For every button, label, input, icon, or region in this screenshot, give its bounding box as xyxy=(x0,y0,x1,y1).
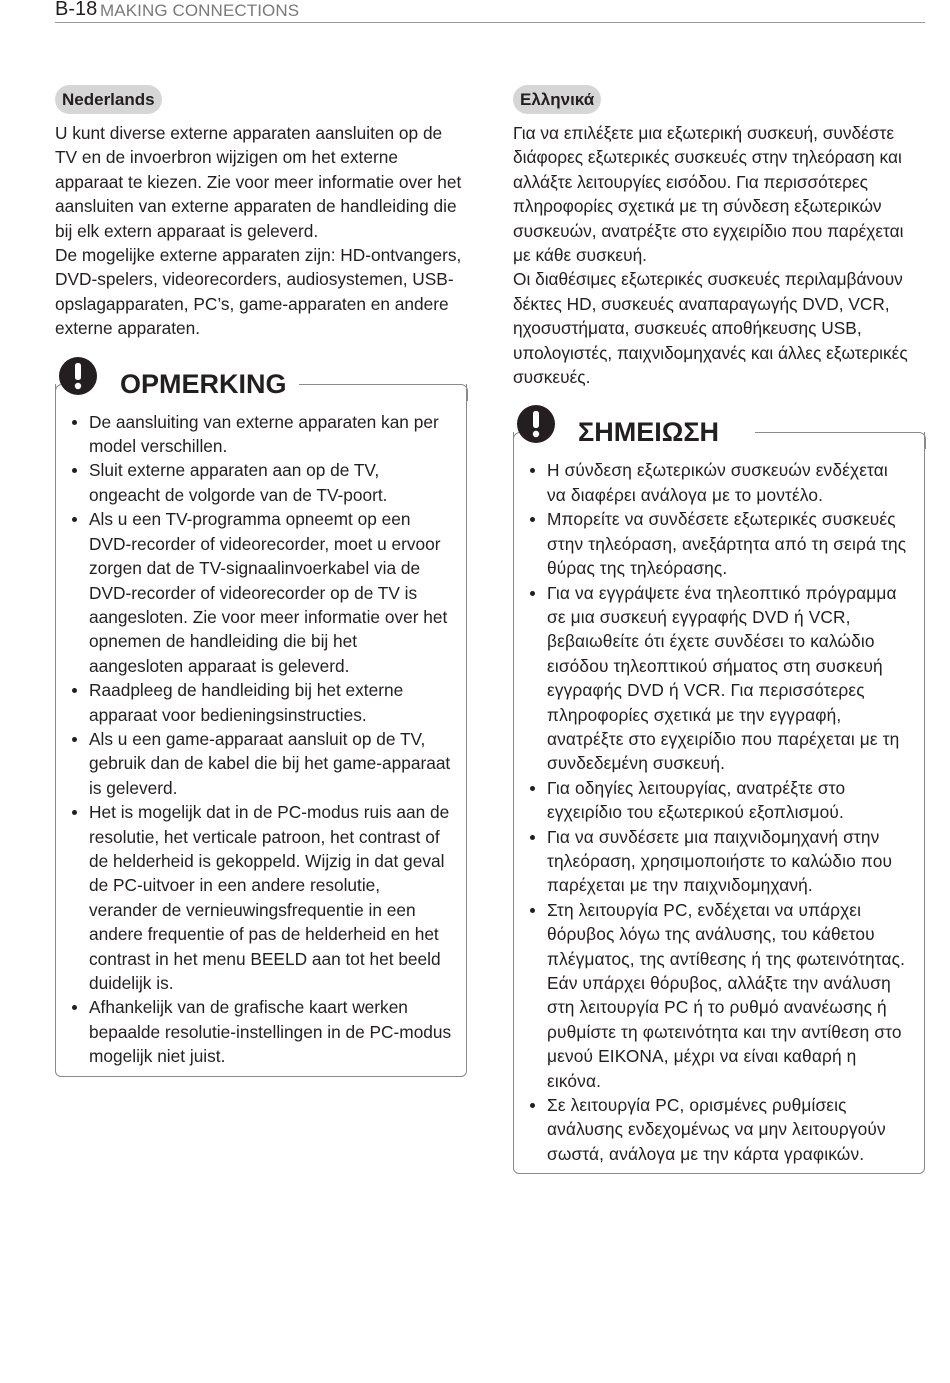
intro-paragraph: U kunt diverse externe apparaten aansluiten op de TV en de invoerbron wijzigen om het externe apparaat te kiezen. Zie voor meer informatie over het aansluiten van externe apparaten de handleiding die bij elk extern apparaat is geleverd. xyxy=(55,123,462,241)
note-item: Σε λειτουργία PC, ορισμένες ρυθμίσεις ανάλυσης ενδεχομένως να μην λειτουργούν σωστά, ανάλογα με την κάρτα γραφικών. xyxy=(547,1093,911,1166)
exclamation-circle-icon xyxy=(58,356,98,396)
note-list xyxy=(513,452,925,1174)
language-label-dutch: Nederlands xyxy=(55,85,162,114)
intro-paragraph: Οι διαθέσιμες εξωτερικές συσκευές περιλαμβάνουν δέκτες HD, συσκευές αναπαραγωγής DVD, VCR, ηχοσυστήματα, συσκευές αποθήκευσης USB, υπολογιστές, παιχνιδομηχανές και άλλες εξωτερικές συσκευές. xyxy=(513,269,908,388)
note-header xyxy=(513,404,925,452)
note-item: De aansluiting van externe apparaten kan per model verschillen. xyxy=(89,410,453,459)
note-item: Στη λειτουργία PC, ενδέχεται να υπάρχει θόρυβος λόγω της ανάλυσης, του κάθετου πλέγματος, της αντίθεσης ή της φωτεινότητας. Εάν υπάρχει θόρυβος, αλλάξτε την ανάλυση στη λειτουργία PC ή το ρυθμό ανανέωσης ή ρυθμίστε τη φωτεινότητα και την αντίθεση στο μενού ΕΙΚΟΝΑ, μέχρι να είναι καθαρή η εικόνα. xyxy=(547,898,911,1093)
section-title: MAKING CONNECTIONS xyxy=(100,1,300,20)
note-item: Het is mogelijk dat in de PC-modus ruis aan de resolutie, het verticale patroon, het contrast of de helderheid is gekoppeld. Wijzig in dat geval de PC-uitvoer in een andere resolutie, verander de vernieuwingsfrequentie in een andere frequentie of pas de helderheid en het contrast in het menu BEELD aan tot het beeld duidelijk is. xyxy=(89,800,453,995)
note-item: Afhankelijk van de grafische kaart werken bepaalde resolutie-instellingen in de PC-modus mogelijk niet juist. xyxy=(89,995,453,1068)
note-item: Για να εγγράψετε ένα τηλεοπτικό πρόγραμμα σε μια συσκευή εγγραφής DVD ή VCR, βεβαιωθείτε ότι έχετε συνδέσει το καλώδιο εισόδου τηλεοπτικού σήματος στη συσκευή εγγραφής DVD ή VCR. Για περισσότερες πληροφορίες σχετικά με την εγγραφή, ανατρέξτε στο εγχειρίδιο που παρέχεται με τη συνδεδεμένη συσκευή. xyxy=(547,581,911,776)
note-list xyxy=(55,404,467,1077)
note-item: Als u een TV-programma opneemt op een DVD-recorder of videorecorder, moet u ervoor zorgen dat de TV-signaalinvoerkabel via de DVD-recorder of videorecorder op de TV is aangesloten. Zie voor meer informatie over het opnemen de handleiding die bij het aangesloten apparaat is geleverd. xyxy=(89,507,453,678)
note-header xyxy=(55,356,467,404)
page-number: B-18 xyxy=(55,0,98,20)
page-header xyxy=(55,0,925,23)
note-box-greek xyxy=(513,404,925,1174)
intro-paragraph: De mogelijke externe apparaten zijn: HD-ontvangers, DVD-spelers, videorecorders, audiosystemen, USB-opslagapparaten, PC’s, game-apparaten en andere externe apparaten. xyxy=(55,245,462,339)
language-label-greek: Ελληνικά xyxy=(513,85,601,114)
note-box-dutch xyxy=(55,356,467,1077)
note-item: Η σύνδεση εξωτερικών συσκευών ενδέχεται να διαφέρει ανάλογα με το μοντέλο. xyxy=(547,458,911,507)
note-item: Για να συνδέσετε μια παιχνιδομηχανή στην τηλεόραση, χρησιμοποιήστε το καλώδιο που παρέχεται με την παιχνιδομηχανή. xyxy=(547,825,911,898)
note-item: Raadpleeg de handleiding bij het externe apparaat voor bedieningsinstructies. xyxy=(89,678,453,727)
note-item: Als u een game-apparaat aansluit op de TV, gebruik dan de kabel die bij het game-apparaat is geleverd. xyxy=(89,727,453,800)
note-item: Για οδηγίες λειτουργίας, ανατρέξτε στο εγχειρίδιο του εξωτερικού εξοπλισμού. xyxy=(547,776,911,825)
note-title: OPMERKING xyxy=(120,368,299,400)
note-title: ΣΗΜΕΙΩΣΗ xyxy=(578,416,731,448)
note-item: Μπορείτε να συνδέσετε εξωτερικές συσκευές στην τηλεόραση, ανεξάρτητα από τη σειρά της θύρας της τηλεόρασης. xyxy=(547,507,911,580)
greek-column xyxy=(513,85,925,1174)
intro-text-greek xyxy=(513,121,925,389)
note-item: Sluit externe apparaten aan op de TV, ongeacht de volgorde van de TV-poort. xyxy=(89,458,453,507)
intro-paragraph: Για να επιλέξετε μια εξωτερική συσκευή, συνδέστε διάφορες εξωτερικές συσκευές στην τηλεόραση και αλλάξτε λειτουργίες εισόδου. Για περισσότερες πληροφορίες σχετικά με τη σύνδεση εξωτερικών συσκευών, ανατρέξτε στο εγχειρίδιο που παρέχεται με κάθε συσκευή. xyxy=(513,123,904,266)
dutch-column xyxy=(55,85,467,1077)
exclamation-circle-icon xyxy=(516,404,556,444)
intro-text-dutch xyxy=(55,121,467,341)
